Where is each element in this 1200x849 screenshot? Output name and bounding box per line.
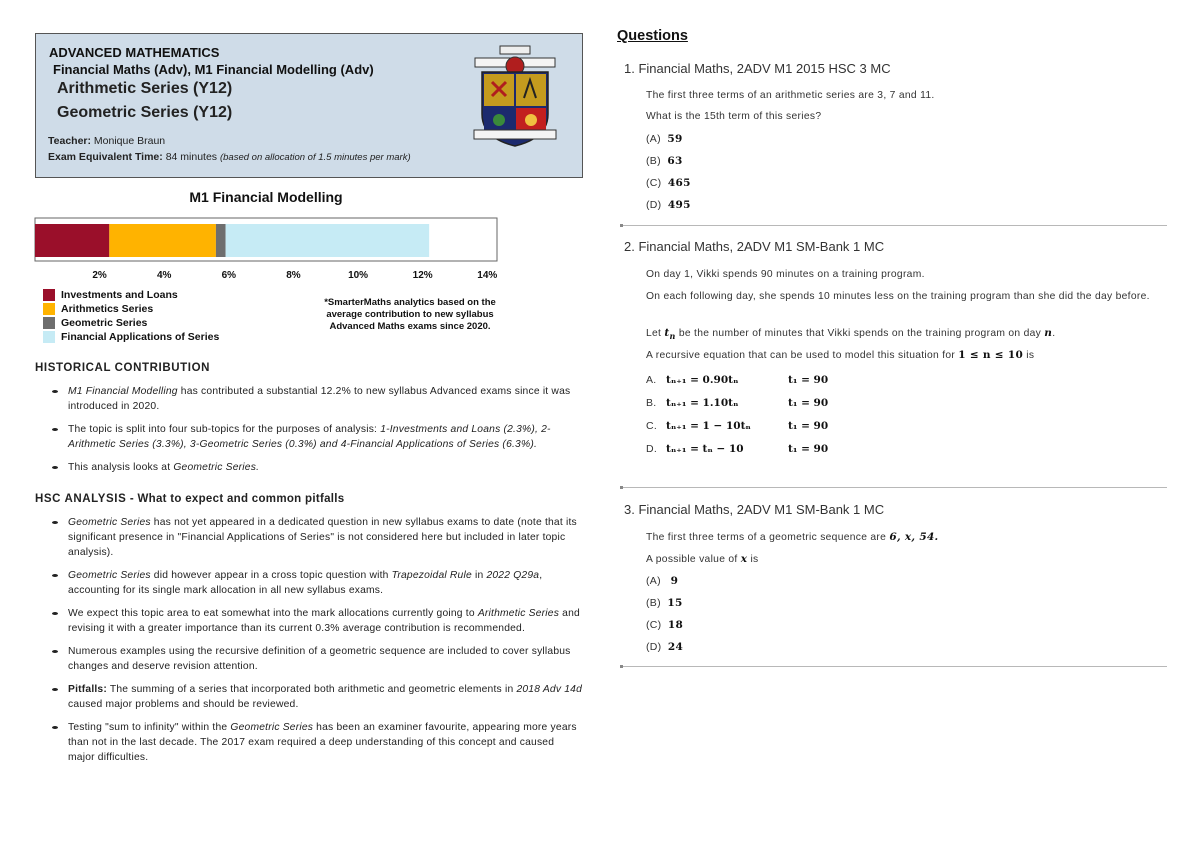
question-3-option-b[interactable] <box>646 597 683 609</box>
analytics-note: *SmarterMaths analytics based on the average contribution to new syllabus Advanced Maths exams since 2020. <box>324 297 496 332</box>
list-text: Testing "sum to infinity" within the <box>68 722 231 733</box>
question-2-text-3 <box>646 326 1055 343</box>
option-label: (B) <box>646 597 661 609</box>
question-1-title: 1. Financial Maths, 2ADV M1 2015 HSC 3 MC <box>624 61 891 76</box>
bar-segment-financial-applications-of-series <box>226 224 430 257</box>
question-2-text-2: On each following day, she spends 10 minutes less on the training program than she did the day before. <box>646 291 1150 302</box>
legend-swatch-geometric <box>43 317 55 329</box>
list-item <box>48 682 583 712</box>
legend-label-investments: Investments and Loans <box>61 289 178 301</box>
topic-name: Geometric Series <box>230 722 314 733</box>
question-2-option-c[interactable] <box>646 420 657 432</box>
list-text: has contributed a substantial 12.2% to new syllabus Advanced exams since it was introduced in 2020. <box>68 386 571 412</box>
list-text: The topic is split into four sub-topics for the purposes of analysis: <box>68 424 381 435</box>
q-text: is <box>747 554 759 565</box>
exam-time-line <box>48 151 411 163</box>
option-equation: tₙ₊₁ = tₙ − 10 <box>666 443 744 455</box>
pitfalls-label: Pitfalls: <box>68 684 107 695</box>
list-text: and revising it with a greater importance than its current 0.3% average contribution is recommended. <box>68 608 580 634</box>
divider <box>622 666 1167 667</box>
legend-item-geometric <box>43 316 219 330</box>
option-initial: t₁ = 90 <box>788 397 829 409</box>
legend-label-geometric: Geometric Series <box>61 317 148 329</box>
option-equation: tₙ₊₁ = 0.90tₙ <box>666 374 739 386</box>
question-2-option-a[interactable] <box>646 374 657 386</box>
school-crest-icon <box>470 44 560 152</box>
legend-item-arithmetic <box>43 302 219 316</box>
historical-list <box>48 384 583 483</box>
contribution-chart <box>30 212 510 287</box>
title-geometric: Geometric Series (Y12) <box>57 104 233 121</box>
option-label: (A) <box>646 133 661 145</box>
math-inequality: 1 ≤ n ≤ 10 <box>958 349 1024 361</box>
x-tick-label: 12% <box>412 270 433 281</box>
topic-name: Geometric Series <box>68 517 151 528</box>
math-var: x <box>740 553 748 565</box>
stacked-bar <box>35 224 429 257</box>
divider <box>622 487 1167 488</box>
exam-reference: 2018 Adv 14d <box>516 684 583 695</box>
question-2-text-4 <box>646 348 1034 363</box>
option-label: (B) <box>646 155 661 167</box>
option-label: (C) <box>646 619 662 631</box>
exam-time-label: Exam Equivalent Time: <box>48 151 163 163</box>
q-text: A recursive equation that can be used to model this situation for <box>646 350 959 361</box>
divider <box>622 225 1167 226</box>
bar-segment-geometric-series <box>216 224 226 257</box>
x-tick-label: 10% <box>348 270 369 281</box>
hsc-heading-rest: - What to expect and common pitfalls <box>126 493 345 505</box>
exam-reference: 2022 Q29a <box>486 570 540 581</box>
option-label: D. <box>646 443 658 455</box>
option-label: B. <box>646 397 657 409</box>
q-text: be the number of minutes that Vikki spends on the training program on day <box>675 328 1045 339</box>
legend-label-financial-applications: Financial Applications of Series <box>61 331 220 343</box>
legend-swatch-investments <box>43 289 55 301</box>
historical-heading: HISTORICAL CONTRIBUTION <box>35 362 211 374</box>
option-value: 9 <box>670 575 679 587</box>
x-tick-label: 6% <box>221 270 237 281</box>
bar-segment-arithmetics-series <box>109 224 216 257</box>
topic-name: Geometric Series. <box>173 462 260 473</box>
option-label: A. <box>646 374 657 386</box>
math-sub: n <box>669 331 676 342</box>
question-3-text-1 <box>646 530 939 545</box>
question-2-option-d[interactable] <box>646 443 657 455</box>
option-value: 63 <box>667 155 683 167</box>
x-tick-label: 14% <box>477 270 498 281</box>
option-label: (A) <box>646 575 661 587</box>
question-3-title: 3. Financial Maths, 2ADV M1 SM-Bank 1 MC <box>624 502 885 517</box>
question-2-option-b[interactable] <box>646 397 657 409</box>
exam-time-note: (based on allocation of 1.5 minutes per mark) <box>219 152 411 163</box>
teacher-line <box>48 135 165 147</box>
question-1-option-c[interactable] <box>646 177 691 189</box>
option-equation: tₙ₊₁ = 1 − 10tₙ <box>666 420 751 432</box>
legend-label-arithmetic: Arithmetics Series <box>61 303 154 315</box>
hsc-heading-bold: HSC ANALYSIS <box>35 493 127 505</box>
topic-name: Geometric Series <box>68 570 151 581</box>
list-item <box>48 515 583 560</box>
legend-swatch-financial-applications <box>43 331 55 343</box>
question-1-text-2: What is the 15th term of this series? <box>646 111 822 122</box>
math-var: n <box>1044 327 1053 339</box>
question-2-text-1: On day 1, Vikki spends 90 minutes on a training program. <box>646 269 925 280</box>
chart-legend <box>43 288 219 344</box>
list-text: in <box>471 570 487 581</box>
list-text: has been an examiner favourite, appearing more years than not in the last decade. The 2017 exam required a deep understanding of this concept and caused major difficulties. <box>68 722 577 763</box>
question-2-title: 2. Financial Maths, 2ADV M1 SM-Bank 1 MC <box>624 239 885 254</box>
question-1-text-1: The first three terms of an arithmetic series are 3, 7 and 11. <box>646 90 935 101</box>
legend-item-financial-applications <box>43 330 219 344</box>
q-text: Let <box>646 328 665 339</box>
x-tick-label: 2% <box>92 270 107 281</box>
questions-heading: Questions <box>617 28 688 44</box>
q-text: A possible value of <box>646 554 741 565</box>
list-item <box>48 568 583 598</box>
list-text: has not yet appeared in a dedicated question in new syllabus exams to date (note that its significant presence in "Financial Applications of Series" is not considered here but included in later topic analysis). <box>68 517 577 558</box>
option-label: (D) <box>646 641 662 653</box>
option-initial: t₁ = 90 <box>788 420 829 432</box>
question-1-option-b[interactable] <box>646 155 683 167</box>
x-axis-ticks <box>92 270 497 281</box>
q-text: The first three terms of a geometric sequence are <box>646 532 890 543</box>
teacher-name: Monique Braun <box>93 135 166 147</box>
list-item <box>48 644 583 674</box>
list-item <box>48 384 583 414</box>
topic-subtitle: Financial Maths (Adv), M1 Financial Modelling (Adv) <box>53 62 374 77</box>
option-value: 24 <box>667 641 684 653</box>
option-value: 15 <box>667 597 683 609</box>
option-initial: t₁ = 90 <box>788 374 829 386</box>
list-text: , accounting for its single mark allocation in all new syllabus exams. <box>68 570 543 596</box>
topic-name: Arithmetic Series <box>477 608 560 619</box>
list-text: Numerous examples using the recursive definition of a geometric sequence are included to cover syllabus changes and deserve revision attention. <box>68 646 571 672</box>
x-tick-label: 4% <box>157 270 172 281</box>
course-name: ADVANCED MATHEMATICS <box>49 45 220 60</box>
option-value: 495 <box>667 199 691 211</box>
list-text: This analysis looks at <box>68 462 174 473</box>
bar-segment-investments-and-loans <box>35 224 109 257</box>
chart-title: M1 Financial Modelling <box>189 189 343 205</box>
option-value: 465 <box>667 177 691 189</box>
question-3-option-a[interactable] <box>646 575 678 587</box>
option-value: 59 <box>667 133 683 145</box>
question-1-option-a[interactable] <box>646 133 683 145</box>
option-initial: t₁ = 90 <box>788 443 829 455</box>
list-item <box>48 422 583 452</box>
hsc-heading <box>35 493 344 505</box>
option-label: C. <box>646 420 658 432</box>
list-text: The summing of a series that incorporated both arithmetic and geometric elements in <box>107 684 517 695</box>
subtopic-breakdown: 1-Investments and Loans (2.3%), 2-Arithmetic Series (3.3%), 3-Geometric Series (0.3%) and 4-Financial Applications of Series (6.3%). <box>68 424 551 450</box>
math-var: t <box>664 327 670 339</box>
list-item <box>48 606 583 636</box>
topic-name: Trapezoidal Rule <box>391 570 472 581</box>
option-label: (D) <box>646 199 662 211</box>
question-1-option-d[interactable] <box>646 199 691 211</box>
teacher-label: Teacher: <box>48 135 91 147</box>
option-label: (C) <box>646 177 662 189</box>
question-3-text-2 <box>646 552 759 567</box>
legend-swatch-arithmetic <box>43 303 55 315</box>
x-tick-label: 8% <box>286 270 301 281</box>
q-text: . <box>1052 328 1056 339</box>
exam-time-value: 84 minutes <box>165 151 218 163</box>
legend-item-investments <box>43 288 219 302</box>
list-item <box>48 460 583 475</box>
math-sequence: 6, x, 54. <box>889 531 939 543</box>
hsc-list <box>48 515 583 773</box>
option-equation: tₙ₊₁ = 1.10tₙ <box>666 397 739 409</box>
q-text: is <box>1023 350 1035 361</box>
title-arithmetic: Arithmetic Series (Y12) <box>57 80 233 97</box>
question-3-option-c[interactable] <box>646 619 683 631</box>
list-item <box>48 720 583 765</box>
question-3-option-d[interactable] <box>646 641 683 653</box>
topic-name: M1 Financial Modelling <box>68 386 178 397</box>
option-value: 18 <box>667 619 684 631</box>
list-text: did however appear in a cross topic question with <box>150 570 392 581</box>
list-text: caused major problems and should be reviewed. <box>68 699 299 710</box>
list-text: We expect this topic area to eat somewhat into the mark allocations currently going to <box>68 608 478 619</box>
